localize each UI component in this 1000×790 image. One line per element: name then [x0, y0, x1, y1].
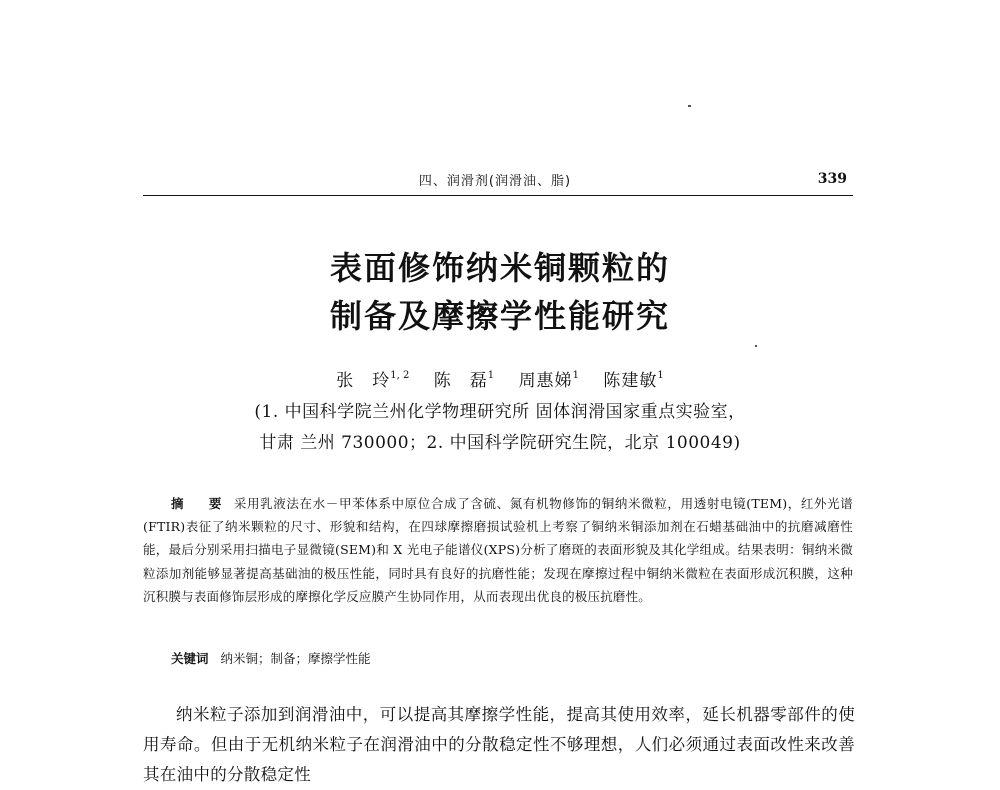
abstract-text: 采用乳液法在水－甲苯体系中原位合成了含硫、氮有机物修饰的铜纳米微粒，用透射电镜(TEM)，红外光谱(FTIR)表征了纳米颗粒的尺寸、形貌和结构，在四球摩擦磨损试验机上考察了铜纳米铜添加剂在石蜡基础油中的抗磨减磨性能，最后分别采用扫描电子显微镜(SEM)和 X 光电子能谱仪(XPS)分析了磨斑的表面形貌及其化学组成。结果表明：铜纳米微粒添加剂能够显著提高基础油的极压性能，同时具有良好的抗磨性能；发现在摩擦过程中铜纳米微粒在表面形成沉积膜，这种沉积膜与表面修饰层形成的摩擦化学反应膜产生协同作用，从而表现出优良的极压抗磨性。 — [143, 496, 853, 604]
paper-title — [200, 244, 800, 340]
author — [336, 366, 409, 391]
keywords-label: 关键词 — [171, 651, 209, 666]
running-title: 四、润滑剂(润滑油、脂) — [418, 174, 572, 189]
body-paragraph: 纳米粒子添加到润滑油中，可以提高其摩擦学性能，提高其使用效率，延长机器零部件的使用寿命。但由于无机纳米粒子在润滑油中的分散稳定性不够理想，人们必须通过表面改性来改善其在油中的分散稳定性 — [143, 705, 855, 784]
page-number: 339 — [817, 171, 847, 187]
scan-speck — [688, 105, 691, 107]
author — [603, 366, 663, 391]
author-affiliation-mark: 1, 2 — [390, 370, 410, 381]
scan-speck — [755, 345, 757, 347]
abstract-label: 摘 要 — [171, 496, 228, 511]
keywords — [171, 649, 851, 669]
author — [434, 366, 494, 391]
author-name: 周惠娣 — [518, 371, 573, 391]
author-affiliation-mark: 1 — [572, 370, 579, 381]
affiliation-line-1: (1. 中国科学院兰州化学物理研究所 固体润滑国家重点实验室， — [254, 402, 746, 422]
author-name: 陈建敏 — [603, 371, 658, 391]
author-list — [200, 366, 800, 391]
author-name: 陈 磊 — [433, 371, 488, 391]
title-line-1: 表面修饰纳米铜颗粒的 — [329, 249, 670, 287]
keywords-text: 纳米铜；制备；摩擦学性能 — [220, 651, 371, 666]
author-affiliation-mark: 1 — [487, 370, 495, 381]
title-line-2: 制备及摩擦学性能研究 — [329, 297, 670, 335]
abstract — [143, 492, 853, 608]
author-name: 张 玲 — [336, 371, 391, 391]
author — [519, 366, 579, 391]
running-header — [145, 170, 845, 192]
affiliation-line-2: 甘肃 兰州 730000；2. 中国科学院研究生院，北京 100049) — [259, 433, 741, 453]
author-affiliation-mark: 1 — [657, 370, 664, 381]
header-rule — [143, 195, 853, 196]
